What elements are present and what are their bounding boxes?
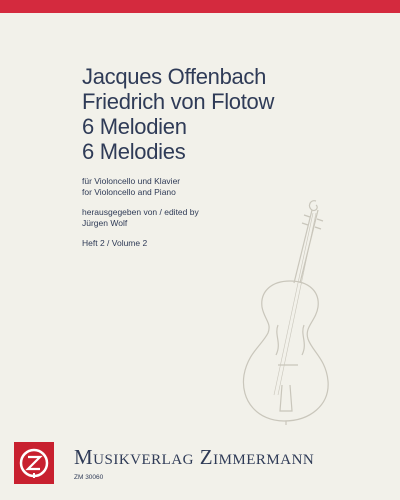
composer-2: Friedrich von Flotow — [82, 89, 275, 114]
editor-name: Jürgen Wolf — [82, 218, 128, 228]
title-english: 6 Melodies — [82, 139, 186, 164]
publisher-name: Musikverlag Zimmermann — [74, 445, 315, 469]
title-german: 6 Melodien — [82, 114, 187, 139]
zimmermann-logo-icon — [14, 442, 54, 484]
top-color-band — [0, 0, 400, 13]
publisher-block — [14, 442, 388, 488]
editor-label: herausgegeben von / edited by — [82, 207, 199, 217]
catalog-number: ZM 30060 — [74, 474, 104, 481]
composer-1: Jacques Offenbach — [82, 64, 267, 89]
volume-label: Heft 2 / Volume 2 — [82, 238, 148, 248]
instrumentation-english: for Violoncello and Piano — [82, 187, 176, 197]
instrumentation-german: für Violoncello und Klavier — [82, 176, 181, 186]
cello-illustration-icon — [212, 195, 352, 425]
